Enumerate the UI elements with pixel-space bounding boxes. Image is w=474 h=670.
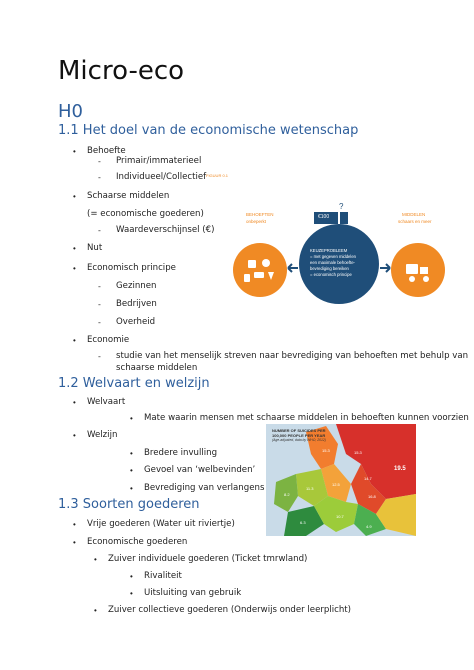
map-label: 4.9	[366, 524, 372, 529]
map-label: 19.5	[394, 466, 406, 472]
page-title: Micro-eco	[58, 56, 185, 86]
bullet-icon: •	[73, 147, 76, 156]
map-label: 10.7	[336, 514, 344, 519]
dash-icon: -	[98, 317, 101, 327]
bullet-icon: •	[73, 192, 76, 201]
list-item: Behoefte	[87, 146, 126, 156]
bullet-icon: •	[73, 431, 76, 440]
section-heading-1-2: 1.2 Welvaart en welzijn	[58, 376, 210, 391]
dash-icon: -	[98, 156, 101, 166]
bullet-icon: •	[94, 555, 97, 564]
section-heading-1-3: 1.3 Soorten goederen	[58, 497, 200, 512]
bullet-icon: •	[130, 449, 133, 458]
bullet-icon: •	[94, 606, 97, 615]
list-item: Schaarse middelen	[87, 191, 170, 201]
list-item: Rivaliteit	[144, 571, 182, 581]
map-label: 15.3	[322, 448, 330, 453]
bullet-icon: •	[73, 336, 76, 345]
figure-graphic	[226, 168, 446, 308]
list-item: Economie	[87, 335, 130, 345]
list-item: Waardeverschijnsel (€)	[116, 225, 215, 235]
list-item: Bedrijven	[116, 299, 157, 309]
right-title: MIDDELEN	[402, 212, 426, 217]
map-subtitle: (Age-adjusted, data by WHO, 2012)	[272, 438, 326, 442]
map-label: 6.3	[300, 520, 306, 525]
map-title-1: NUMBER OF SUICIDES PER	[272, 428, 326, 433]
list-item: Mate waarin mensen met schaarse middelen in behoeften kunnen voorzien	[144, 413, 469, 423]
list-item: Nut	[87, 243, 103, 253]
center-text: KEUZEPROBLEEM = met gegeven middelen een maximale behoefte- bevrediging bereiken = economisch principe	[310, 248, 356, 277]
list-item: Economische goederen	[87, 537, 188, 547]
list-item: (= economische goederen)	[87, 209, 204, 219]
bullet-icon: •	[73, 398, 76, 407]
map-label: 12.5	[332, 482, 340, 487]
bullet-icon: •	[73, 520, 76, 529]
suicide-rate-map	[266, 424, 416, 536]
list-item: Individueel/Collectief	[116, 172, 207, 182]
section-heading-1-1: 1.1 Het doel van de economische wetenschap	[58, 123, 359, 138]
map-title-2: 100,000 PEOPLE PER YEAR	[272, 433, 326, 438]
list-item: Vrije goederen (Water uit riviertje)	[87, 519, 235, 529]
list-item: schaarse middelen	[116, 363, 198, 373]
bullet-icon: •	[130, 484, 133, 493]
map-label: 15.3	[354, 450, 362, 455]
map-label: 16.8	[368, 494, 376, 499]
dash-icon: -	[98, 299, 101, 309]
question-mark: ?	[339, 202, 344, 211]
keuzeprobleem-figure	[206, 168, 446, 308]
left-sub: onbeperkt	[246, 219, 267, 224]
dash-icon: -	[98, 225, 101, 235]
dash-icon: -	[98, 281, 101, 291]
list-item: Zuiver individuele goederen (Ticket tmrwland)	[108, 554, 308, 564]
chapter-heading: H0	[58, 101, 83, 122]
left-title: BEHOEFTEN	[246, 212, 274, 217]
list-item: Welvaart	[87, 397, 126, 407]
figure-caption: FIGUUR 0.1	[206, 173, 229, 178]
list-item: Bredere invulling	[144, 448, 218, 458]
list-item: Gezinnen	[116, 281, 157, 291]
bullet-icon: •	[130, 414, 133, 423]
money-label: €100	[318, 214, 330, 220]
list-item: Economisch principe	[87, 263, 176, 273]
list-item: Uitsluiting van gebruik	[144, 588, 242, 598]
list-item: Bevrediging van verlangens	[144, 483, 265, 493]
list-item: Overheid	[116, 317, 156, 327]
bullet-icon: •	[130, 466, 133, 475]
bullet-icon: •	[73, 538, 76, 547]
list-item: studie van het menselijk streven naar bevrediging van behoeften met behulp van	[116, 351, 469, 361]
list-item: Welzijn	[87, 430, 118, 440]
bullet-icon: •	[130, 572, 133, 581]
list-item: Primair/immaterieel	[116, 156, 202, 166]
bullet-icon: •	[73, 264, 76, 273]
map-label: 11.3	[306, 486, 314, 491]
behoeften-circle	[233, 243, 287, 297]
map-label: 8.2	[284, 492, 290, 497]
bullet-icon: •	[73, 244, 76, 253]
bullet-icon: •	[130, 589, 133, 598]
dash-icon: -	[98, 172, 101, 182]
list-item: Gevoel van ‘welbevinden’	[144, 465, 256, 475]
map-label: 14.7	[364, 476, 372, 481]
right-sub: schaars en meer	[398, 219, 432, 224]
list-item: Zuiver collectieve goederen (Onderwijs onder leerplicht)	[108, 605, 352, 615]
dash-icon: -	[98, 351, 101, 361]
